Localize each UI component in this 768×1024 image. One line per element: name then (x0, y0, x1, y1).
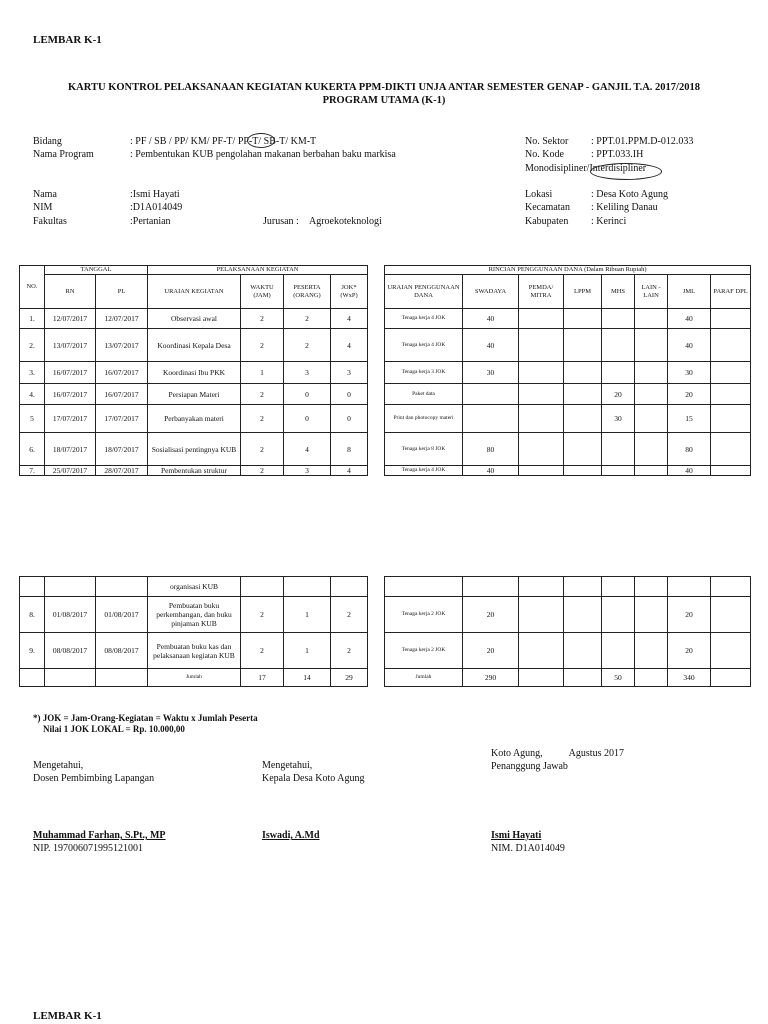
cell-jok: 4 (331, 309, 368, 329)
inter-value: Interdisipliner (589, 162, 647, 174)
table-row (20, 597, 368, 633)
kabupaten-value: : Kerinci (591, 215, 627, 227)
cell-mhs (602, 309, 635, 329)
cell-no: 1. (20, 309, 45, 329)
cell-pl (96, 577, 148, 597)
cell-rn: 01/08/2017 (45, 597, 96, 633)
cell-lppm (564, 433, 602, 466)
cell-paraf (711, 433, 751, 466)
signature-block-student (491, 748, 624, 773)
cell-waktu: 2 (241, 466, 284, 476)
header-swadaya: SWADAYA (463, 275, 519, 309)
cell-uraian-dana: Tenaga kerja 4 JOK (385, 329, 463, 362)
cell-jml: 30 (668, 362, 711, 384)
program-info (33, 135, 396, 162)
cell-paraf (711, 466, 751, 476)
jurusan-label: Jurusan : (263, 215, 299, 227)
cell-rn: 25/07/2017 (45, 466, 96, 476)
mengetahui-1: Mengetahui, (33, 760, 84, 771)
cell-peserta: 3 (284, 466, 331, 476)
cell-no: 5 (20, 405, 45, 433)
student-identity (491, 830, 565, 855)
cell-lppm (564, 329, 602, 362)
cell-mhs (602, 633, 635, 669)
cell-lain (635, 362, 668, 384)
cell-uraian-dana: Tenaga kerja 4 JOK (385, 309, 463, 329)
cell-uraian-dana: Print dan photocopy materi (385, 405, 463, 433)
total-swadaya: 290 (463, 669, 519, 687)
title-line-1: KARTU KONTROL PELAKSANAAN KEGIATAN KUKERTA PPM-DIKTI UNJA ANTAR SEMESTER GENAP - GANJIL T.A. 2017/2018 (68, 82, 700, 93)
table-row (385, 433, 751, 466)
location-info (525, 188, 668, 228)
cell-jok (331, 577, 368, 597)
cell-peserta: 1 (284, 633, 331, 669)
cell-swadaya: 30 (463, 362, 519, 384)
cell-peserta: 1 (284, 597, 331, 633)
cell-pemda (519, 384, 564, 405)
cell-waktu: 2 (241, 633, 284, 669)
cell-no: 8. (20, 597, 45, 633)
pj-label: Penanggung Jawab (491, 760, 568, 772)
header-lppm: LPPM (564, 275, 602, 309)
mono-label: Monodisipliner/ (525, 162, 590, 174)
header-mhs: MHS (602, 275, 635, 309)
cell-lppm (564, 633, 602, 669)
table-row (385, 309, 751, 329)
fund-table-page2 (384, 576, 751, 687)
cell-lain (635, 633, 668, 669)
header-uraian: URAIAN KEGIATAN (148, 275, 241, 309)
cell-swadaya: 40 (463, 466, 519, 476)
cell-swadaya (463, 405, 519, 433)
header-rn: RN (45, 275, 96, 309)
cell-pemda (519, 309, 564, 329)
cell-lppm (564, 309, 602, 329)
cell-uraian: Pembuatan buku kas dan pelaksanaan kegiatan KUB (148, 633, 241, 669)
cell-rn: 16/07/2017 (45, 362, 96, 384)
bidang-value: : PF / SB / PP/ KM/ PF-T/ PP-T/ SB-T/ KM-T (130, 136, 317, 147)
cell-uraian: organisasi KUB (148, 577, 241, 597)
cell-peserta: 0 (284, 384, 331, 405)
kabupaten-label: Kabupaten (525, 215, 569, 227)
cell-pl: 16/07/2017 (96, 384, 148, 405)
cell-pl: 01/08/2017 (96, 597, 148, 633)
cell-pemda (519, 577, 564, 597)
cell-jok: 0 (331, 384, 368, 405)
cell-jml: 20 (668, 384, 711, 405)
cell-jml: 40 (668, 329, 711, 362)
cell-peserta: 4 (284, 433, 331, 466)
cell-jml: 15 (668, 405, 711, 433)
cell-mhs (602, 329, 635, 362)
cell-uraian-dana: Tenaga kerja 3 JOK (385, 362, 463, 384)
bidang-label: Bidang (33, 136, 62, 147)
document-title (30, 81, 738, 107)
cell-rn: 13/07/2017 (45, 329, 96, 362)
program-label: Nama Program (33, 149, 94, 161)
table-row (385, 329, 751, 362)
cell-uraian-dana: Tenaga kerja 4 JOK (385, 466, 463, 476)
cell-peserta: 3 (284, 362, 331, 384)
header-rincian: RINCIAN PENGGUNAAN DANA (Dalam Ribuan Rupiah) (385, 266, 751, 275)
cell-swadaya: 20 (463, 597, 519, 633)
cell-lain (635, 577, 668, 597)
cell-lppm (564, 597, 602, 633)
cell-uraian: Perbanyakan materi (148, 405, 241, 433)
selection-circle-interdisipliner (590, 163, 662, 180)
cell-no: 4. (20, 384, 45, 405)
cell-pemda (519, 362, 564, 384)
student-info (33, 188, 382, 228)
header-uraian-dana: URAIAN PENGGUNAAN DANA (385, 275, 463, 309)
total-waktu: 17 (241, 669, 284, 687)
table-row (20, 362, 368, 384)
cell-paraf (711, 405, 751, 433)
cell-pl: 18/07/2017 (96, 433, 148, 466)
table-row (385, 384, 751, 405)
cell-mhs (602, 433, 635, 466)
cell-rn: 16/07/2017 (45, 384, 96, 405)
cell-no: 3. (20, 362, 45, 384)
cell-uraian-dana: Tenaga kerja 8 JOK (385, 433, 463, 466)
cell-jok: 8 (331, 433, 368, 466)
cell-rn: 17/07/2017 (45, 405, 96, 433)
cell-empty (96, 669, 148, 687)
cell-waktu: 2 (241, 384, 284, 405)
cell-lain (635, 466, 668, 476)
cell-swadaya (463, 577, 519, 597)
cell-peserta: 2 (284, 329, 331, 362)
cell-pl: 13/07/2017 (96, 329, 148, 362)
nim-value: :D1A014049 (130, 202, 183, 214)
cell-rn: 12/07/2017 (45, 309, 96, 329)
activity-table-page1 (19, 265, 368, 476)
total-jml: 340 (668, 669, 711, 687)
table-row (20, 405, 368, 433)
cell-uraian: Observasi awal (148, 309, 241, 329)
cell-peserta: 2 (284, 309, 331, 329)
cell-waktu: 2 (241, 329, 284, 362)
cell-lain (635, 329, 668, 362)
cell-mhs (602, 597, 635, 633)
nama-value: :Ismi Hayati (130, 189, 180, 200)
cell-uraian-dana: Paket data (385, 384, 463, 405)
dosen-nip: NIP. 197006071995121001 (33, 842, 144, 854)
total-label: Jumlah (148, 669, 241, 687)
table-row (385, 633, 751, 669)
signature-block-kades (262, 760, 364, 785)
cell-pl: 16/07/2017 (96, 362, 148, 384)
total-row (385, 669, 751, 687)
total-row (20, 669, 368, 687)
cell-lppm (564, 405, 602, 433)
cell-uraian: Koordinasi Ibu PKK (148, 362, 241, 384)
cell-paraf (711, 633, 751, 669)
cell-paraf (711, 362, 751, 384)
header-pemda: PEMDA/ MITRA (519, 275, 564, 309)
kades-label: Kepala Desa Koto Agung (262, 772, 365, 784)
cell-jml (668, 577, 711, 597)
cell-waktu: 2 (241, 433, 284, 466)
cell-swadaya: 40 (463, 329, 519, 362)
cell-no: 9. (20, 633, 45, 669)
cell-mhs: 20 (602, 384, 635, 405)
header-peserta: PESERTA (ORANG) (284, 275, 331, 309)
cell-no: 6. (20, 433, 45, 466)
cell-paraf (711, 309, 751, 329)
cell-no (20, 577, 45, 597)
selection-circle-ppt (247, 133, 275, 148)
total-jok: 29 (331, 669, 368, 687)
cell-jml: 40 (668, 466, 711, 476)
header-lain: LAIN - LAIN (635, 275, 668, 309)
cell-swadaya: 40 (463, 309, 519, 329)
cell-waktu: 2 (241, 405, 284, 433)
title-line-2: PROGRAM UTAMA (K-1) (322, 95, 446, 106)
cell-pemda (519, 433, 564, 466)
cell-paraf (711, 577, 751, 597)
cell-paraf (711, 597, 751, 633)
cell-uraian: Koordinasi Kepala Desa (148, 329, 241, 362)
cell-rn: 18/07/2017 (45, 433, 96, 466)
sheet-label-bottom: LEMBAR K-1 (33, 1010, 102, 1022)
cell-mhs (602, 466, 635, 476)
table-row (20, 577, 368, 597)
cell-pl: 08/08/2017 (96, 633, 148, 669)
cell-pl: 28/07/2017 (96, 466, 148, 476)
fakultas-label: Fakultas (33, 215, 67, 227)
kode-label: No. Kode (525, 149, 564, 161)
table-row (20, 384, 368, 405)
cell-mhs (602, 577, 635, 597)
footnote-nilai: Nilai 1 JOK LOKAL = Rp. 10.000,00 (43, 724, 185, 734)
cell-swadaya: 80 (463, 433, 519, 466)
student-name: Ismi Hayati (491, 830, 542, 841)
sheet-label-top: LEMBAR K-1 (33, 34, 102, 46)
header-pelaksanaan: PELAKSANAAN KEGIATAN (148, 266, 368, 275)
cell-jok: 0 (331, 405, 368, 433)
table-row (385, 466, 751, 476)
table-row (385, 577, 751, 597)
cell-no: 7. (20, 466, 45, 476)
table-row (385, 405, 751, 433)
cell-jok: 4 (331, 329, 368, 362)
nim-label: NIM (33, 202, 53, 214)
cell-pemda (519, 329, 564, 362)
cell-no: 2. (20, 329, 45, 362)
cell-jml: 20 (668, 597, 711, 633)
fakultas-value: :Pertanian (130, 215, 171, 227)
cell-empty (711, 669, 751, 687)
cell-lppm (564, 362, 602, 384)
cell-lppm (564, 577, 602, 597)
cell-jok: 3 (331, 362, 368, 384)
cell-lain (635, 597, 668, 633)
kades-identity (262, 830, 320, 843)
cell-lain (635, 384, 668, 405)
header-jok: JOK* (WxP) (331, 275, 368, 309)
cell-uraian: Pembuatan buku perkembangan, dan buku pinjaman KUB (148, 597, 241, 633)
table-row (20, 329, 368, 362)
cell-jok: 4 (331, 466, 368, 476)
cell-lain (635, 309, 668, 329)
header-paraf: PARAF DPL (711, 275, 751, 309)
activity-table-page2 (19, 576, 368, 687)
cell-pemda (519, 405, 564, 433)
lokasi-value: : Desa Koto Agung (591, 189, 668, 200)
cell-uraian-dana: Tenaga kerja 2 JOK (385, 597, 463, 633)
cell-uraian: Persiapan Materi (148, 384, 241, 405)
dosen-label: Dosen Pembimbing Lapangan (33, 772, 155, 784)
footnote-jok: *) JOK = Jam-Orang-Kegiatan = Waktu x Jumlah Peserta (33, 713, 258, 723)
jurusan-value: Agroekoteknologi (309, 215, 382, 227)
cell-jml: 20 (668, 633, 711, 669)
cell-mhs: 30 (602, 405, 635, 433)
header-pl: PL (96, 275, 148, 309)
month-year: Agustus 2017 (568, 748, 624, 759)
cell-rn: 08/08/2017 (45, 633, 96, 669)
cell-jml: 40 (668, 309, 711, 329)
cell-uraian: Sosialisasi pentingnya KUB (148, 433, 241, 466)
cell-jok: 2 (331, 633, 368, 669)
total-peserta: 14 (284, 669, 331, 687)
sektor-value: : PPT.01.PPM.D-012.033 (591, 136, 694, 147)
table-row (20, 633, 368, 669)
header-jml: JML (668, 275, 711, 309)
total-dana-label: Jumlah (385, 669, 463, 687)
cell-empty (635, 669, 668, 687)
student-nim: NIM. D1A014049 (491, 842, 565, 854)
nama-label: Nama (33, 189, 57, 200)
cell-pemda (519, 597, 564, 633)
table-row (385, 362, 751, 384)
signature-block-dosen (33, 760, 154, 785)
kode-value: : PPT.033.IH (591, 149, 644, 161)
cell-swadaya (463, 384, 519, 405)
table-row (20, 466, 368, 476)
cell-mhs (602, 362, 635, 384)
header-no: NO. (20, 266, 45, 309)
cell-uraian: Pembentukan struktur (148, 466, 241, 476)
lokasi-label: Lokasi (525, 189, 553, 200)
cell-swadaya: 20 (463, 633, 519, 669)
cell-lppm (564, 384, 602, 405)
cell-pl: 12/07/2017 (96, 309, 148, 329)
cell-jok: 2 (331, 597, 368, 633)
cell-pemda (519, 466, 564, 476)
cell-pl: 17/07/2017 (96, 405, 148, 433)
cell-paraf (711, 384, 751, 405)
cell-pemda (519, 633, 564, 669)
cell-empty (519, 669, 564, 687)
sektor-label: No. Sektor (525, 136, 569, 147)
total-mhs: 50 (602, 669, 635, 687)
header-tanggal: TANGGAL (45, 266, 148, 275)
mengetahui-2: Mengetahui, (262, 760, 313, 771)
cell-waktu: 1 (241, 362, 284, 384)
cell-lain (635, 433, 668, 466)
cell-rn (45, 577, 96, 597)
table-row (385, 597, 751, 633)
dosen-name: Muhammad Farhan, S.Pt., MP (33, 830, 166, 841)
fund-table-page1 (384, 265, 751, 476)
table-row (20, 433, 368, 466)
cell-empty (564, 669, 602, 687)
kecamatan-label: Kecamatan (525, 202, 570, 214)
table-row (20, 309, 368, 329)
cell-lppm (564, 466, 602, 476)
cell-paraf (711, 329, 751, 362)
cell-jml: 80 (668, 433, 711, 466)
cell-empty (20, 669, 45, 687)
cell-uraian-dana: Tenaga kerja 2 JOK (385, 633, 463, 669)
place-date: Koto Agung, (491, 748, 543, 759)
cell-uraian-dana (385, 577, 463, 597)
cell-peserta: 0 (284, 405, 331, 433)
cell-peserta (284, 577, 331, 597)
dosen-identity (33, 830, 166, 855)
kades-name: Iswadi, A.Md (262, 830, 320, 841)
cell-lain (635, 405, 668, 433)
cell-waktu: 2 (241, 309, 284, 329)
kecamatan-value: : Keliling Danau (591, 202, 658, 214)
cell-waktu: 2 (241, 597, 284, 633)
header-waktu: WAKTU (JAM) (241, 275, 284, 309)
cell-empty (45, 669, 96, 687)
program-value: : Pembentukan KUB pengolahan makanan berbahan baku markisa (130, 149, 396, 161)
cell-waktu (241, 577, 284, 597)
